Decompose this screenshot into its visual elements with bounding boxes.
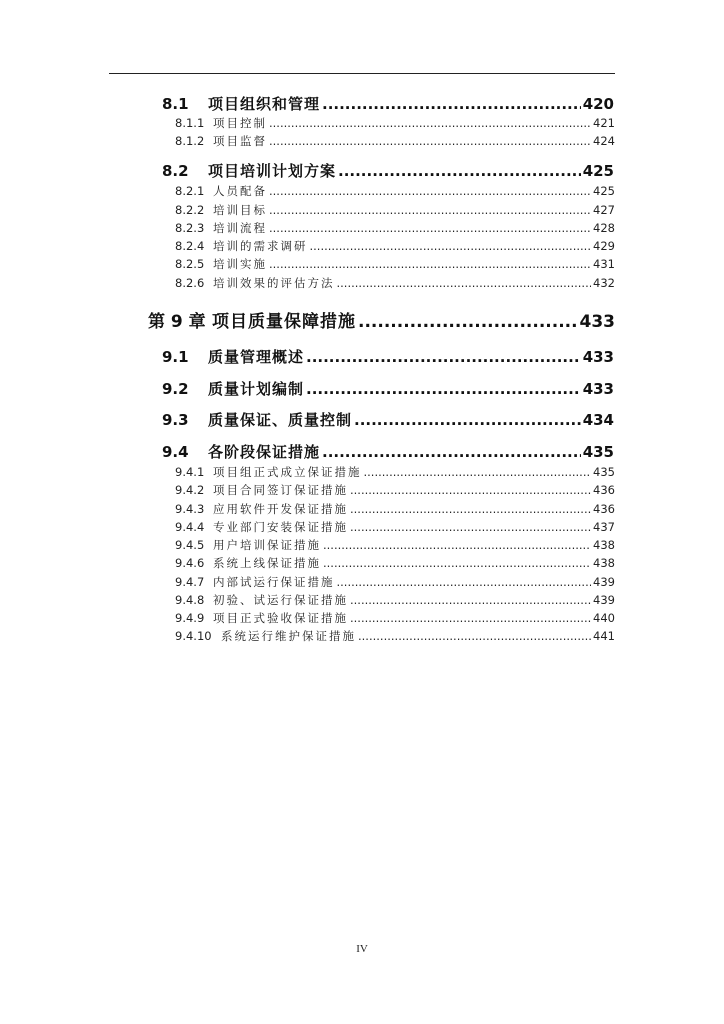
toc-entry[interactable] [175, 256, 615, 272]
toc-dot-leader [364, 465, 592, 479]
toc-dot-leader [350, 502, 591, 516]
toc-entry[interactable] [175, 133, 615, 149]
toc-entry-number: 9.4 [162, 443, 189, 461]
toc-entry-title: 培训效果的评估方法 [213, 276, 335, 290]
toc-entry-title: 培训实施 [213, 257, 267, 271]
toc-entry[interactable] [175, 275, 615, 291]
toc-entry-page: 425 [593, 184, 615, 198]
toc-entry-number: 9.4.1 [175, 465, 205, 479]
toc-entry-page: 433 [579, 312, 615, 332]
toc-entry-page: 427 [593, 203, 615, 217]
toc-entry-number: 9.4.9 [175, 611, 205, 625]
toc-entry[interactable] [175, 519, 615, 535]
toc-entry-number: 8.1.1 [175, 116, 205, 130]
toc-entry-page: 436 [593, 483, 615, 497]
toc-entry-title: 初验、试运行保证措施 [213, 593, 348, 607]
toc-entry[interactable] [175, 115, 615, 131]
toc-dot-leader [354, 411, 581, 429]
toc-dot-leader [350, 593, 591, 607]
toc-entry-title: 项目质量保障措施 [212, 312, 356, 332]
toc-dot-leader [269, 184, 591, 198]
toc-entry-number: 9.4.6 [175, 556, 205, 570]
toc-entry-number: 9.4.5 [175, 538, 205, 552]
toc-entry-title: 人员配备 [213, 184, 267, 198]
toc-entry-title: 项目控制 [213, 116, 267, 130]
toc-entry-number: 第 9 章 [148, 312, 206, 332]
toc-entry-title: 培训的需求调研 [213, 239, 308, 253]
toc-entry-page: 431 [593, 257, 615, 271]
toc-entry[interactable] [162, 346, 614, 367]
toc-entry[interactable] [175, 482, 615, 498]
toc-entry-title: 项目正式验收保证措施 [213, 611, 348, 625]
toc-dot-leader [350, 520, 591, 534]
toc-entry-number: 8.2.4 [175, 239, 205, 253]
toc-entry-page: 439 [593, 593, 615, 607]
toc-entry-number: 9.4.2 [175, 483, 205, 497]
toc-entry[interactable] [162, 160, 614, 181]
toc-dot-leader [323, 556, 591, 570]
toc-entry-title: 用户培训保证措施 [213, 538, 321, 552]
toc-entry-page: 425 [582, 162, 614, 180]
toc-entry-title: 专业部门安装保证措施 [213, 520, 348, 534]
toc-entry[interactable] [162, 378, 614, 399]
toc-entry-title: 项目监督 [213, 134, 267, 148]
toc-entry[interactable] [175, 592, 615, 608]
toc-dot-leader [269, 203, 591, 217]
toc-entry-title: 系统上线保证措施 [213, 556, 321, 570]
toc-entry-number: 9.1 [162, 348, 189, 366]
toc-entry-title: 项目组织和管理 [208, 95, 321, 113]
toc-entry-number: 9.4.8 [175, 593, 205, 607]
toc-entry[interactable] [175, 555, 615, 571]
toc-entry-page: 428 [593, 221, 615, 235]
toc-entry-page: 435 [593, 465, 615, 479]
toc-entry-number: 8.2.5 [175, 257, 205, 271]
toc-entry-title: 培训流程 [213, 221, 267, 235]
toc-entry-page: 436 [593, 502, 615, 516]
toc-entry-page: 439 [593, 575, 615, 589]
toc-entry-title: 各阶段保证措施 [208, 443, 321, 461]
page-number: IV [356, 943, 368, 955]
toc-entry-number: 8.2 [162, 162, 189, 180]
toc-dot-leader [358, 312, 578, 332]
toc-entry-title: 质量保证、质量控制 [208, 411, 353, 429]
toc-dot-leader [310, 239, 592, 253]
toc-entry-number: 8.2.6 [175, 276, 205, 290]
toc-entry-title: 系统运行维护保证措施 [221, 629, 356, 643]
toc-entry[interactable] [175, 202, 615, 218]
toc-entry[interactable] [162, 93, 614, 114]
toc-dot-leader [350, 611, 591, 625]
toc-entry-page: 432 [593, 276, 615, 290]
toc-dot-leader [358, 629, 591, 643]
toc-dot-leader [306, 380, 581, 398]
toc-entry[interactable] [175, 610, 615, 626]
toc-entry[interactable] [162, 441, 614, 462]
toc-dot-leader [322, 443, 581, 461]
toc-chapter-entry[interactable] [148, 307, 615, 332]
toc-entry[interactable] [175, 220, 615, 236]
toc-entry[interactable] [175, 628, 615, 644]
toc-entry-number: 8.2.2 [175, 203, 205, 217]
toc-entry[interactable] [175, 537, 615, 553]
toc-dot-leader [269, 116, 591, 130]
toc-entry-number: 9.2 [162, 380, 189, 398]
toc-entry[interactable] [175, 183, 615, 199]
toc-entry[interactable] [175, 501, 615, 517]
toc-entry-page: 437 [593, 520, 615, 534]
toc-dot-leader [338, 162, 581, 180]
toc-dot-leader [322, 95, 581, 113]
toc-entry-number: 8.2.1 [175, 184, 205, 198]
toc-entry-page: 441 [593, 629, 615, 643]
toc-entry-page: 434 [582, 411, 614, 429]
toc-entry-number: 8.1.2 [175, 134, 205, 148]
toc-entry-title: 项目培训计划方案 [208, 162, 337, 180]
toc-entry[interactable] [162, 409, 614, 430]
toc-entry-number: 9.4.7 [175, 575, 205, 589]
toc-entry-page: 435 [582, 443, 614, 461]
toc-entry-page: 429 [593, 239, 615, 253]
toc-entry-number: 9.4.10 [175, 629, 212, 643]
toc-entry-page: 420 [582, 95, 614, 113]
toc-entry-page: 438 [593, 556, 615, 570]
toc-entry-title: 项目合同签订保证措施 [213, 483, 348, 497]
toc-dot-leader [337, 575, 592, 589]
toc-entry-title: 质量计划编制 [208, 380, 305, 398]
toc-dot-leader [306, 348, 581, 366]
toc-entry[interactable] [175, 574, 615, 590]
toc-entry-number: 9.4.4 [175, 520, 205, 534]
toc-dot-leader [323, 538, 591, 552]
toc-entry-title: 内部试运行保证措施 [213, 575, 335, 589]
toc-dot-leader [269, 134, 591, 148]
toc-entry-number: 9.3 [162, 411, 189, 429]
toc-entry-title: 项目组正式成立保证措施 [213, 465, 362, 479]
toc-dot-leader [269, 221, 591, 235]
toc-dot-leader [269, 257, 591, 271]
toc-entry-page: 438 [593, 538, 615, 552]
toc-entry[interactable] [175, 238, 615, 254]
toc-entry-page: 424 [593, 134, 615, 148]
toc-entry-number: 8.1 [162, 95, 189, 113]
toc-entry-title: 应用软件开发保证措施 [213, 502, 348, 516]
toc-dot-leader [337, 276, 592, 290]
toc-entry-page: 440 [593, 611, 615, 625]
toc-entry-page: 433 [582, 380, 614, 398]
toc-dot-leader [350, 483, 591, 497]
toc-entry-page: 421 [593, 116, 615, 130]
toc-entry-page: 433 [582, 348, 614, 366]
header-rule [109, 73, 615, 74]
toc-entry-number: 8.2.3 [175, 221, 205, 235]
toc-entry-title: 质量管理概述 [208, 348, 305, 366]
toc-entry-number: 9.4.3 [175, 502, 205, 516]
toc-entry-title: 培训目标 [213, 203, 267, 217]
toc-entry[interactable] [175, 464, 615, 480]
